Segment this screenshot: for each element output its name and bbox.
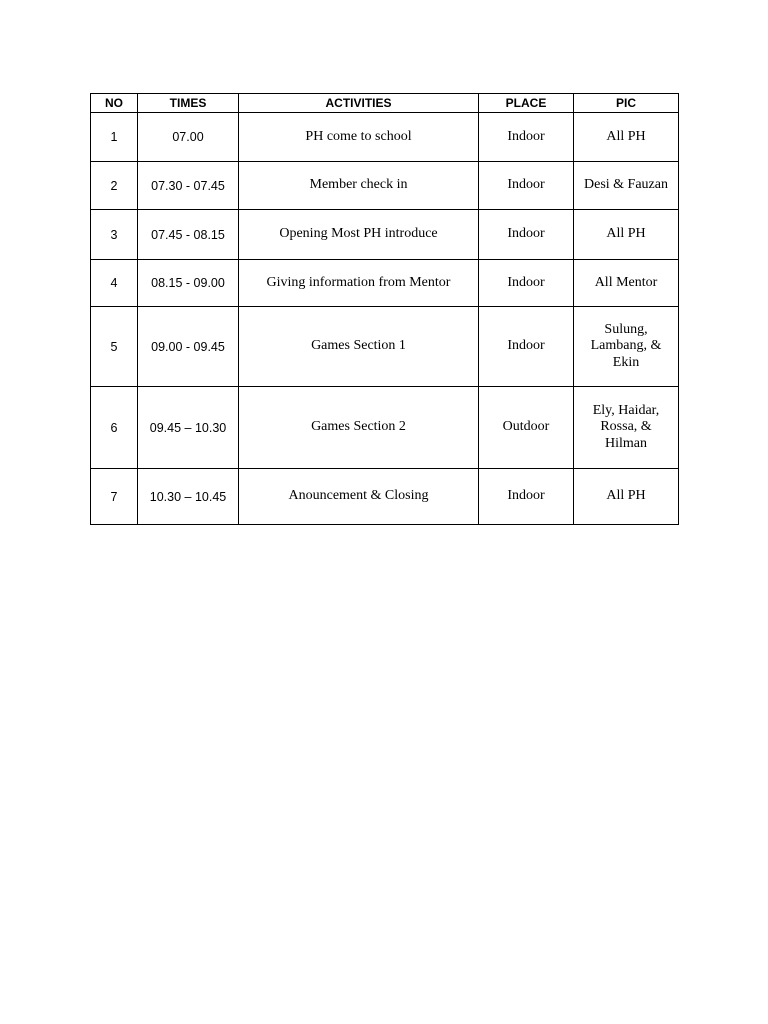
schedule-table [90, 93, 679, 525]
row-place: Indoor [479, 260, 574, 307]
header-activities: ACTIVITIES [239, 94, 479, 113]
table-row [91, 260, 679, 307]
row-activity: Giving information from Mentor [239, 260, 479, 307]
row-time: 10.30 – 10.45 [138, 469, 239, 525]
row-no: 4 [91, 260, 138, 307]
table-row [91, 469, 679, 525]
row-no: 2 [91, 162, 138, 210]
header-pic: PIC [574, 94, 679, 113]
table-row [91, 210, 679, 260]
header-row [91, 94, 679, 113]
row-activity: Games Section 1 [239, 307, 479, 387]
row-activity: Games Section 2 [239, 387, 479, 469]
table-row [91, 113, 679, 162]
row-no: 5 [91, 307, 138, 387]
row-place: Indoor [479, 113, 574, 162]
row-activity: Opening Most PH introduce [239, 210, 479, 260]
pic-line: Hilman [605, 435, 647, 451]
header-times: TIMES [138, 94, 239, 113]
row-place: Outdoor [479, 387, 574, 469]
row-time: 08.15 - 09.00 [138, 260, 239, 307]
row-time: 09.45 – 10.30 [138, 387, 239, 469]
row-place: Indoor [479, 469, 574, 525]
pic-line: Ekin [612, 354, 640, 370]
row-pic: Desi & Fauzan [574, 162, 679, 210]
row-no: 7 [91, 469, 138, 525]
row-place: Indoor [479, 162, 574, 210]
row-time: 09.00 - 09.45 [138, 307, 239, 387]
row-pic: All PH [574, 469, 679, 525]
row-no: 3 [91, 210, 138, 260]
row-pic: All PH [574, 113, 679, 162]
row-no: 1 [91, 113, 138, 162]
row-pic [574, 387, 679, 469]
row-pic: All Mentor [574, 260, 679, 307]
row-pic [574, 307, 679, 387]
row-no: 6 [91, 387, 138, 469]
table-row [91, 387, 679, 469]
pic-line: Lambang, & [590, 338, 662, 354]
pic-line: Rossa, & [600, 419, 652, 435]
row-activity: Anouncement & Closing [239, 469, 479, 525]
row-time: 07.45 - 08.15 [138, 210, 239, 260]
header-no: NO [91, 94, 138, 113]
table-row [91, 162, 679, 210]
row-time: 07.30 - 07.45 [138, 162, 239, 210]
row-place: Indoor [479, 307, 574, 387]
row-place: Indoor [479, 210, 574, 260]
row-pic: All PH [574, 210, 679, 260]
row-activity: PH come to school [239, 113, 479, 162]
pic-line: Ely, Haidar, [592, 402, 660, 418]
pic-line: Sulung, [604, 321, 648, 337]
table-row [91, 307, 679, 387]
row-time: 07.00 [138, 113, 239, 162]
row-activity: Member check in [239, 162, 479, 210]
header-place: PLACE [479, 94, 574, 113]
